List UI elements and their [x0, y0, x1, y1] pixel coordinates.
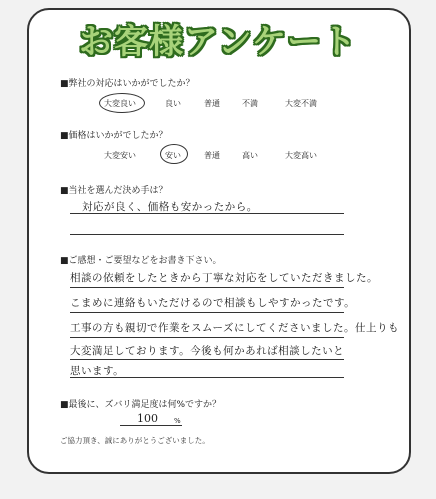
selected-circle-mark: [160, 144, 188, 164]
satisfaction-line: [120, 425, 182, 426]
option-service-very-good[interactable]: 大変良い: [104, 99, 136, 108]
question-satisfaction: ■最後に、ズバリ満足度は何%ですか？: [60, 400, 222, 410]
selected-circle-mark: [99, 93, 145, 113]
question-deciding-factor: ■当社を選んだ決め手は？: [60, 186, 168, 196]
answer-line: [70, 287, 344, 288]
answer-deciding-factor: 対応が良く、価格も安かったから。: [82, 201, 258, 213]
satisfaction-value: 100: [137, 412, 158, 425]
option-price-normal[interactable]: 普通: [204, 151, 220, 160]
answer-line: [70, 377, 344, 378]
survey-title: お客様アンケート: [79, 22, 357, 62]
question-price: ■価格はいかがでしたか？: [60, 131, 168, 141]
comment-line-2: こまめに連絡もいただけるので相談もしやすかったです。: [70, 297, 356, 309]
comment-line-4: 大変満足しております。今後も何かあれば相談したいと: [70, 345, 345, 357]
comment-line-5: 思います。: [70, 365, 125, 377]
thank-you-note: ご協力頂き、誠にありがとうございました。: [60, 436, 210, 445]
option-price-cheap[interactable]: 安い: [165, 151, 181, 160]
answer-line: [70, 312, 344, 313]
answer-line: [70, 213, 344, 214]
option-price-very-expensive[interactable]: 大変高い: [285, 151, 317, 160]
option-service-unsatisfied[interactable]: 不満: [242, 99, 258, 108]
satisfaction-unit: %: [174, 417, 181, 425]
answer-line: [70, 337, 344, 338]
answer-line: [70, 359, 344, 360]
option-service-normal[interactable]: 普通: [204, 99, 220, 108]
question-service: ■弊社の対応はいかがでしたか？: [60, 79, 195, 89]
option-service-very-unsatisfied[interactable]: 大変不満: [285, 99, 317, 108]
question-comments: ■ご感想・ご要望などをお書き下さい。: [60, 256, 222, 266]
comment-line-1: 相談の依頼をしたときから丁寧な対応をしていただきました。: [70, 272, 378, 284]
option-service-good[interactable]: 良い: [165, 99, 181, 108]
option-price-expensive[interactable]: 高い: [242, 151, 258, 160]
comment-line-3: 工事の方も親切で作業をスムーズにしてくださいました。仕上りも: [70, 322, 399, 334]
answer-line: [70, 234, 344, 235]
option-price-very-cheap[interactable]: 大変安い: [104, 151, 136, 160]
